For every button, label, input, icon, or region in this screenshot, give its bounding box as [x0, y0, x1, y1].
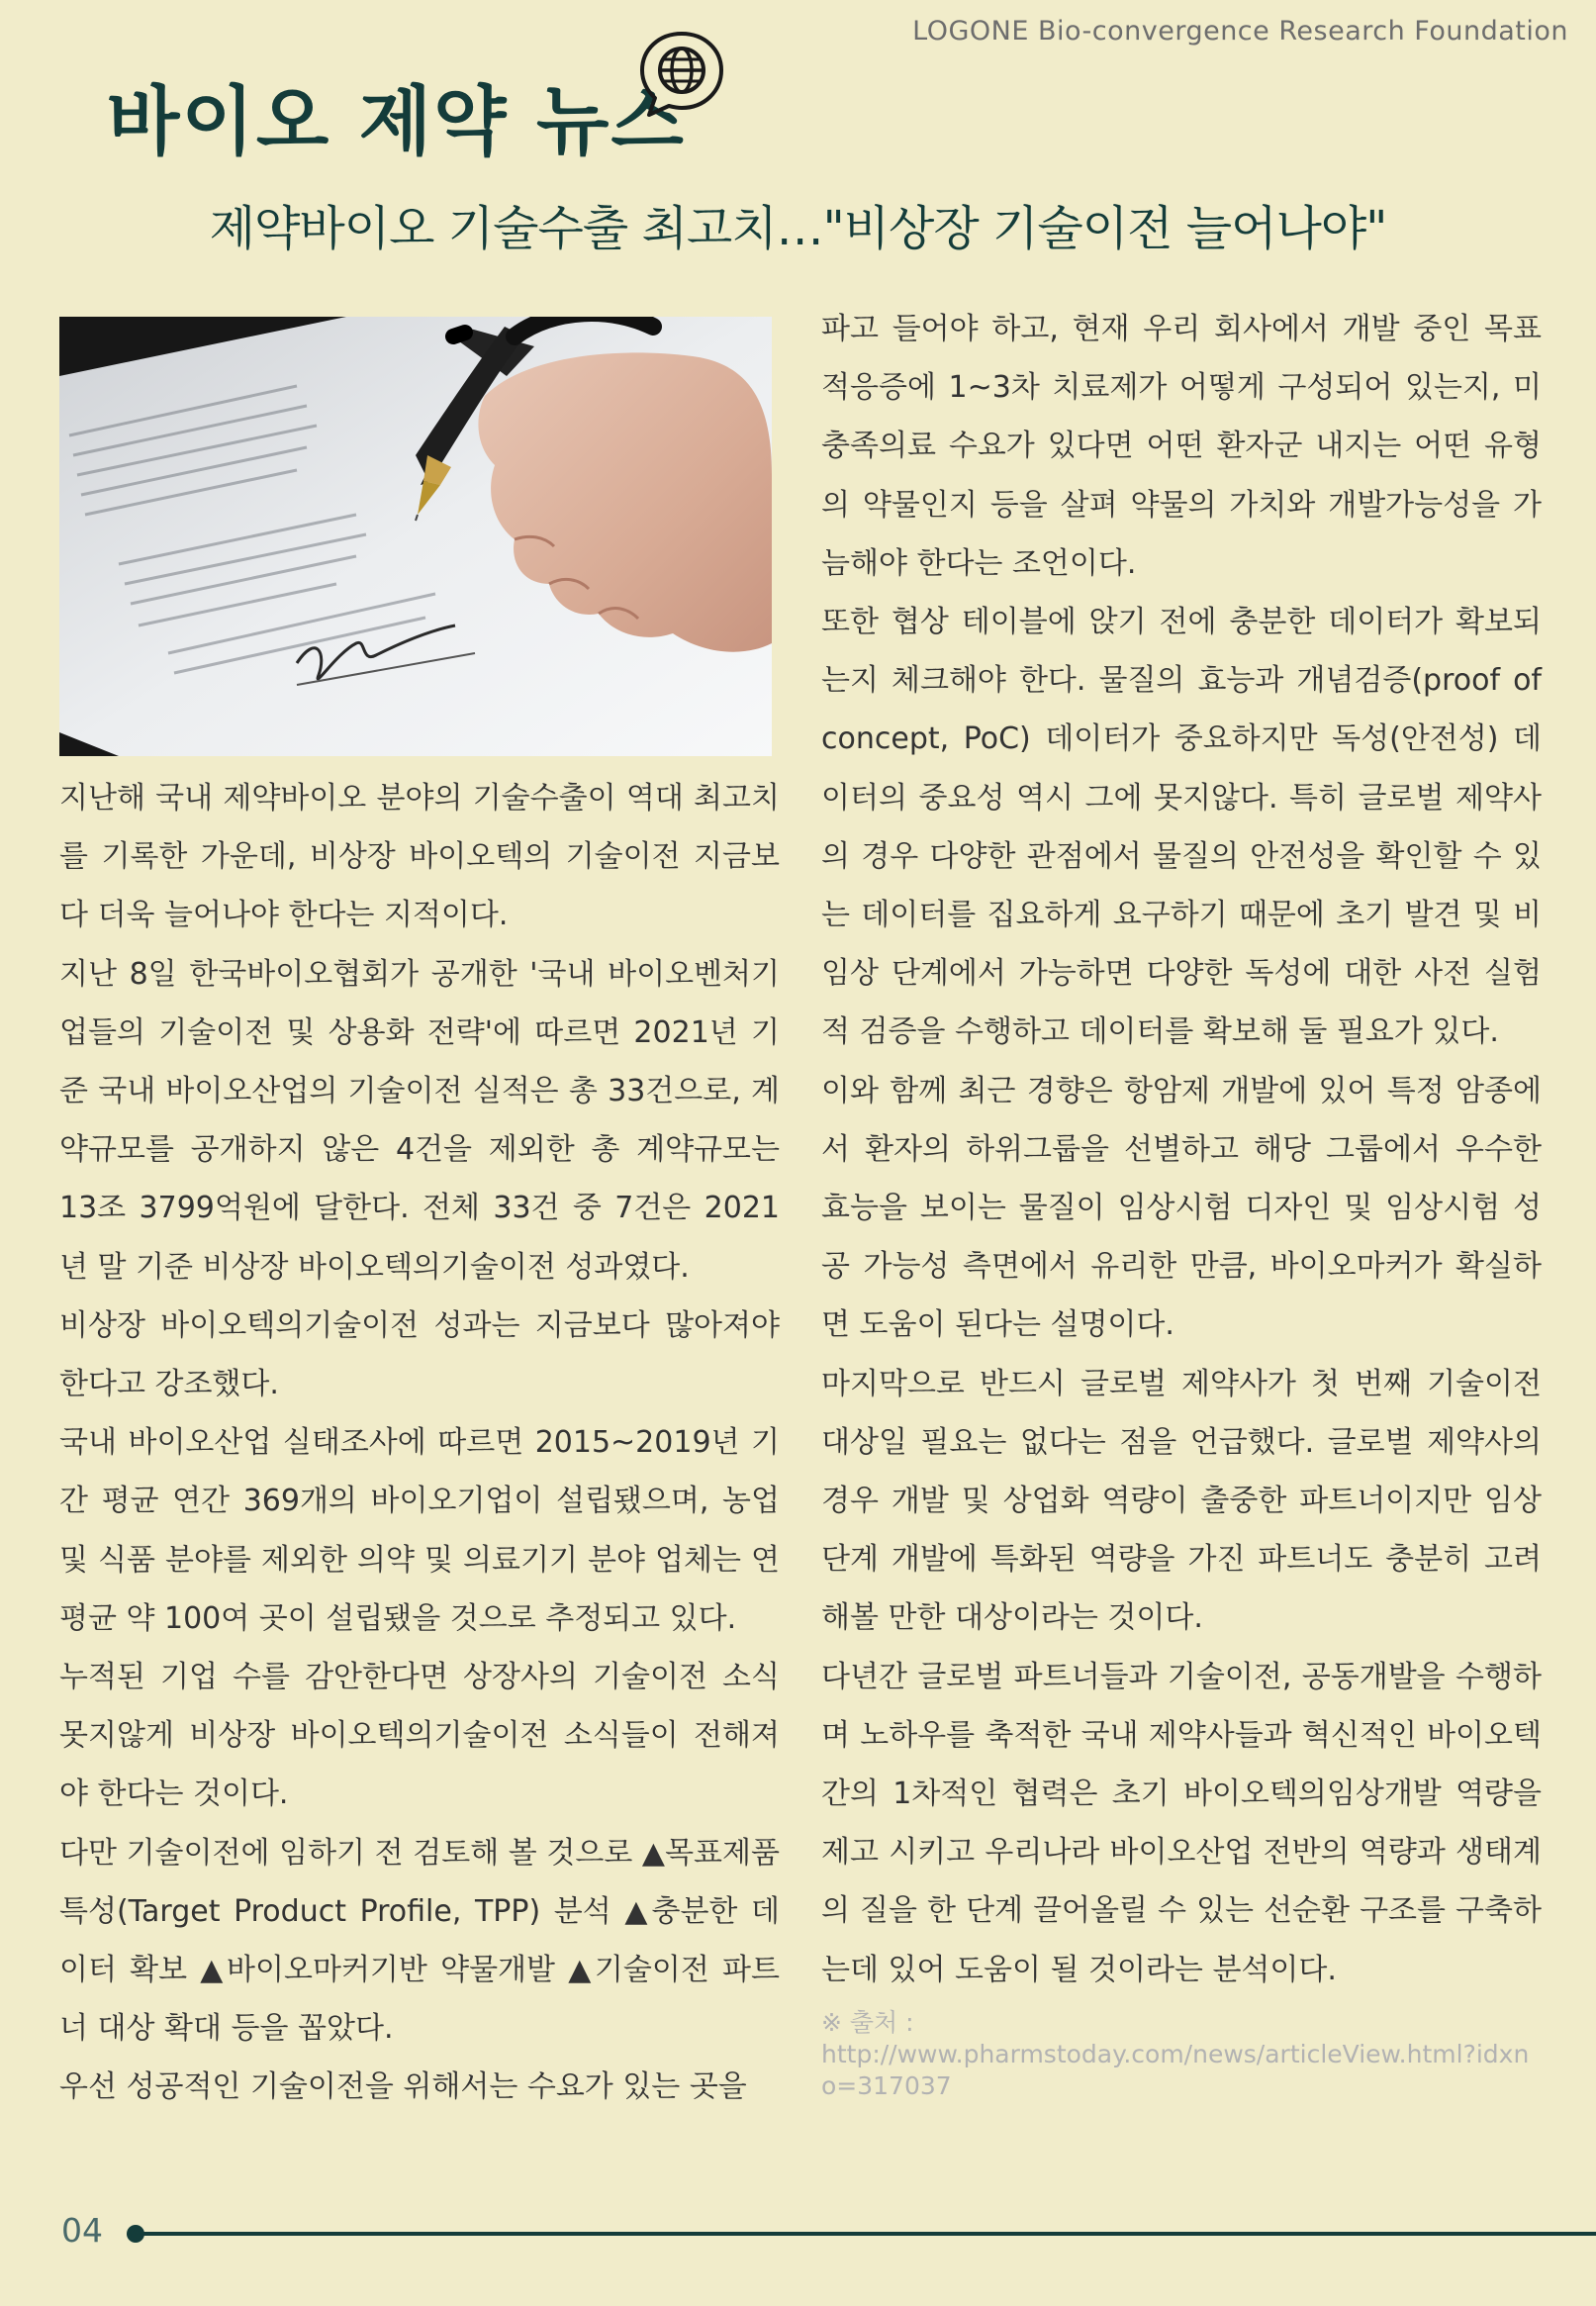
article-paragraph: 국내 바이오산업 실태조사에 따르면 2015~2019년 기간 평균 연간 369개의 바이오기업이 설립됐으며, 농업 및 식품 분야를 제외한 의약 및 의료기기 분야 업체는 연평균 약 100여 곳이 설립됐을 것으로 추정되고 있다. [59, 1425, 780, 1636]
organization-name: LOGONE Bio-convergence Research Foundation [912, 16, 1568, 47]
globe-chat-icon [637, 30, 726, 121]
article-paragraph: 파고 들어야 하고, 현재 우리 회사에서 개발 중인 목표 적응증에 1~3차 치료제가 어떻게 구성되어 있는지, 미충족의료 수요가 있다면 어떤 환자군 내지는 어떤 유형의 약물인지 등을 살펴 약물의 가치와 개발가능성을 가늠해야 한다는 조언이다. [821, 312, 1542, 581]
article-paragraph: 누적된 기업 수를 감안한다면 상장사의 기술이전 소식 못지않게 비상장 바이오텍의기술이전 소식들이 전해져야 한다는 것이다. [59, 1660, 780, 1812]
article-paragraph: 지난해 국내 제약바이오 분야의 기술수출이 역대 최고치를 기록한 가운데, 비상장 바이오텍의 기술이전 지금보다 더욱 늘어나야 한다는 지적이다. [59, 781, 780, 933]
article-paragraph: 우선 성공적인 기술이전을 위해서는 수요가 있는 곳을 [59, 2069, 747, 2105]
article-left-column [59, 769, 780, 2117]
article-paragraph: 마지막으로 반드시 글로벌 제약사가 첫 번째 기술이전 대상일 필요는 없다는 점을 언급했다. 글로벌 제약사의 경우 개발 및 상업화 역량이 출중한 파트너이지만 임상단계 개발에 특화된 역량을 가진 파트너도 충분히 고려해볼 만한 대상이라는 것이다. [821, 1366, 1542, 1636]
article-headline: 제약바이오 기술수출 최고치…"비상장 기술이전 늘어나야" [209, 201, 1387, 256]
source-label: ※ 출처 : [821, 2007, 914, 2037]
footer-rule [139, 2232, 1596, 2236]
article-paragraph: 다년간 글로벌 파트너들과 기술이전, 공동개발을 수행하며 노하우를 축적한 국내 제약사들과 혁신적인 바이오텍간의 1차적인 협력은 초기 바이오텍의임상개발 역량을 제고 시키고 우리나라 바이오산업 전반의 역량과 생태계의 질을 한 단계 끌어올릴 수 있는 선순환 구조를 구축하는데 있어 도움이 될 것이라는 분석이다. [821, 1659, 1542, 1987]
article-paragraph: 지난 8일 한국바이오협회가 공개한 '국내 바이오벤처기업들의 기술이전 및 상용화 전략'에 따르면 2021년 기준 국내 바이오산업의 기술이전 실적은 총 33건으로, 계약규모를 공개하지 않은 4건을 제외한 총 계약규모는 13조 3799억원에 달한다. 전체 33건 중 7건은 2021년 말 기준 비상장 바이오텍의기술이전 성과였다. [59, 956, 780, 1285]
section-title: 바이오 제약 뉴스 [107, 77, 686, 165]
article-paragraph: 또한 협상 테이블에 앉기 전에 충분한 데이터가 확보되는지 체크해야 한다. 물질의 효능과 개념검증(proof of concept, PoC) 데이터가 중요하지만 독성(안전성) 데이터의 중요성 역시 그에 못지않다. 특히 글로벌 제약사의 경우 다양한 관점에서 물질의 안전성을 확인할 수 있는 데이터를 집요하게 요구하기 때문에 초기 발견 및 비임상 단계에서 가능하면 다양한 독성에 대한 사전 실험적 검증을 수행하고 데이터를 확보해 둘 필요가 있다. [821, 605, 1542, 1050]
page-number: 04 [61, 2211, 103, 2250]
article-paragraph: 다만 기술이전에 임하기 전 검토해 볼 것으로 ▲목표제품 특성(Target Product Profile, TPP) 분석 ▲충분한 데이터 확보 ▲바이오마커기반 약물개발 ▲기술이전 파트너 대상 확대 등을 꼽았다. [59, 1835, 780, 2047]
source-link[interactable]: http://www.pharmstoday.com/news/articleView.html?idxno=317037 [821, 2039, 1530, 2100]
article-paragraph: 비상장 바이오텍의기술이전 성과는 지금보다 많아져야 한다고 강조했다. [59, 1307, 780, 1402]
article-paragraph: 이와 함께 최근 경향은 항암제 개발에 있어 특정 암종에서 환자의 하위그룹을 선별하고 해당 그룹에서 우수한 효능을 보이는 물질이 임상시험 디자인 및 임상시험 성공 가능성 측면에서 유리한 만큼, 바이오마커가 확실하면 도움이 된다는 설명이다. [821, 1073, 1542, 1343]
source-citation [821, 2007, 1542, 2102]
article-right-column [821, 300, 1542, 2102]
pen-signing-document-photo [59, 317, 772, 756]
